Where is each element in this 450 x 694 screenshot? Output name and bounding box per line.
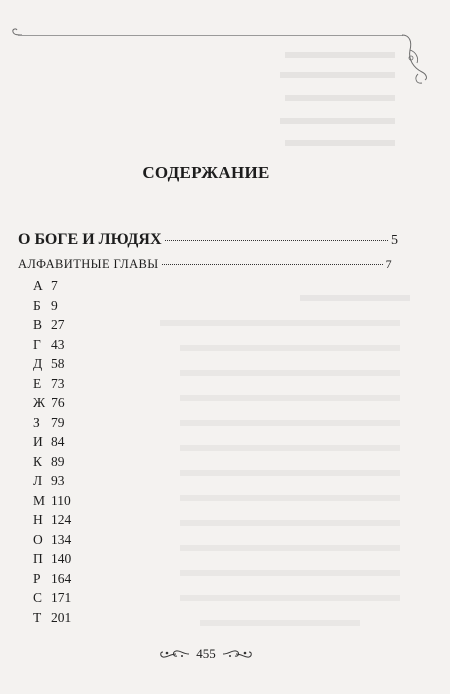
letter-entry[interactable] xyxy=(33,608,71,628)
dot-leader xyxy=(165,240,388,241)
letter-label: А xyxy=(33,278,43,293)
letter-label: Г xyxy=(33,336,41,352)
letter-entry[interactable] xyxy=(33,354,71,374)
letter-page: 84 xyxy=(51,434,65,449)
footer-ornament-left-icon xyxy=(158,647,190,661)
toc-entry-sub-label: АЛФАВИТНЫЕ ГЛАВЫ xyxy=(18,257,159,271)
page-number: 455 xyxy=(196,646,216,662)
letter-page: 201 xyxy=(51,609,72,625)
letter-page: 9 xyxy=(51,297,58,313)
letter-page: 124 xyxy=(51,512,72,527)
letter-label: Б xyxy=(33,297,41,313)
letter-page: 79 xyxy=(51,414,65,430)
page-title: СОДЕРЖАНИЕ xyxy=(142,163,270,182)
toc-entry-main[interactable] xyxy=(18,231,398,249)
letter-entry[interactable] xyxy=(33,432,71,452)
letter-entry[interactable] xyxy=(33,530,71,550)
letter-page: 43 xyxy=(51,336,65,352)
letter-page: 73 xyxy=(51,375,65,391)
letter-label: З xyxy=(33,414,40,430)
letter-label: Л xyxy=(33,473,43,488)
letter-entry[interactable] xyxy=(33,335,71,355)
toc-entry-main-page: 5 xyxy=(391,233,398,248)
letter-label: П xyxy=(33,551,43,566)
letter-label: С xyxy=(33,590,43,605)
letter-label: Е xyxy=(33,375,42,391)
letter-entry[interactable] xyxy=(33,569,71,589)
letter-page: 7 xyxy=(51,278,58,293)
letter-entry[interactable] xyxy=(33,588,71,608)
letter-label: И xyxy=(33,434,43,449)
letter-label: Р xyxy=(33,570,41,586)
letter-entry[interactable] xyxy=(33,413,71,433)
letter-label: О xyxy=(33,531,43,547)
letter-label: Д xyxy=(33,356,43,371)
letter-label: К xyxy=(33,453,43,469)
letter-page: 93 xyxy=(51,473,65,488)
letter-label: М xyxy=(33,492,46,508)
letter-entry[interactable] xyxy=(33,315,71,335)
dot-leader xyxy=(162,264,383,265)
letter-label: В xyxy=(33,317,43,332)
letter-page: 27 xyxy=(51,317,65,332)
letter-entry[interactable] xyxy=(33,296,71,316)
header-ornament-right xyxy=(392,28,432,88)
letter-page: 164 xyxy=(51,570,72,586)
footer-ornament-right-icon xyxy=(222,647,254,661)
toc-entry-main-label: О БОГЕ И ЛЮДЯХ xyxy=(18,231,162,248)
toc-entry-sub[interactable] xyxy=(18,257,392,272)
letter-label: Ж xyxy=(33,395,46,410)
letter-page: 76 xyxy=(51,395,65,410)
letter-entry[interactable] xyxy=(33,374,71,394)
letter-page: 110 xyxy=(51,492,71,508)
page-footer xyxy=(0,645,412,662)
letter-page: 140 xyxy=(51,551,72,566)
letter-page: 134 xyxy=(51,531,72,547)
letter-entry[interactable] xyxy=(33,549,71,569)
letter-entry[interactable] xyxy=(33,276,71,296)
letter-page: 58 xyxy=(51,356,65,371)
letter-entry[interactable] xyxy=(33,510,71,530)
letter-label: Т xyxy=(33,609,42,625)
letter-page: 171 xyxy=(51,590,72,605)
letter-entry[interactable] xyxy=(33,393,71,413)
toc-entry-sub-page: 7 xyxy=(385,257,392,271)
letter-page: 89 xyxy=(51,453,65,469)
header-rule xyxy=(18,35,403,36)
letter-index-list xyxy=(33,276,71,627)
letter-entry[interactable] xyxy=(33,491,71,511)
header-ornament-left xyxy=(10,26,24,40)
letter-label: Н xyxy=(33,512,43,527)
letter-entry[interactable] xyxy=(33,452,71,472)
letter-entry[interactable] xyxy=(33,471,71,491)
